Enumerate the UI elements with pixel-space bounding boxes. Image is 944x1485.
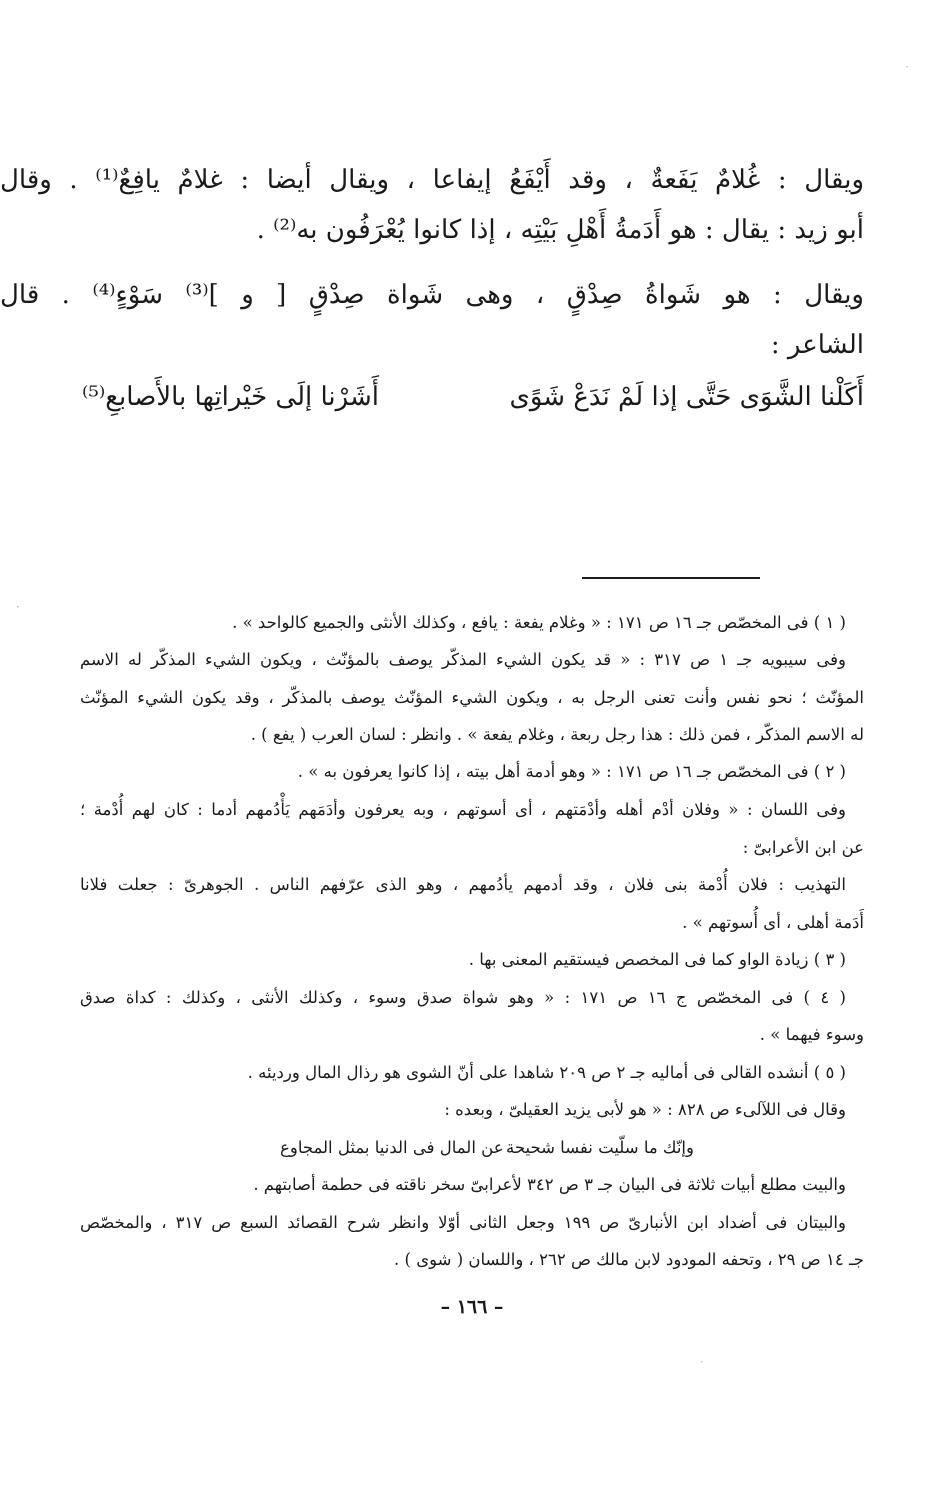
main-text-line-4 xyxy=(0,330,864,360)
footnote-5-cont-4: جـ ١٤ ص ٢٩ ، وتحفه المودود لابن مالك ص ٢٦٢ ، واللسان ( شوى ) . xyxy=(394,1250,864,1269)
poem-verse xyxy=(82,382,864,422)
footnote-5-text: ( ٥ ) أنشده القالى فى أماليه جـ ٢ ص ٢٠٩ شاهدا على أنّ الشوى هو رذال المال ورديئه . xyxy=(247,1063,846,1082)
footnote-1-cont-1: وفى سيبويه جـ ١ ص ٣١٧ : « قد يكون الشيء المذكّر يوصف بالمؤنّث ، ويكون الشيء المذكّر له الاسم xyxy=(80,650,846,669)
footnote-line xyxy=(0,1100,846,1119)
main-text-line-1 xyxy=(0,165,864,195)
poem-first-hemistich: أَكَلْنا الشَّوَى حَتَّى إذا لَمْ نَدَعْ شَوًى xyxy=(509,382,864,412)
page-number: – ١٦٦ – xyxy=(440,1296,504,1318)
footnote-line xyxy=(0,1025,864,1044)
footnote-5-cont-3: والبيتان فى أضداد ابن الأنبارىّ ص ١٩٩ وجعل الثانى أوّلا وانظر شرح القصائد السبع ص ٣١٧ ، والمخصّص xyxy=(80,1213,846,1232)
footnote-2-cont-1: وفى اللسان : « وفلان أدْم أهله وأدْمَتهم ، أى أسوتهم ، وبه يعرفون وأدَمَهم يَأْدُمهم أدما : كان لهم أُدْمة ؛ xyxy=(80,800,846,819)
footnote-line xyxy=(0,1250,864,1269)
footnote-line xyxy=(0,725,864,744)
footnote-line xyxy=(80,988,846,1007)
footnote-5-cont-2: والبيت مطلع أبيات ثلاثة فى البيان جـ ٣ ص ٣٤٢ لأعرابىّ سخر ناقته فى حطمة أصابتهم . xyxy=(253,1175,846,1194)
footnote-4-text: ( ٤ ) فى المخصّص ج ١٦ ص ١٧١ : « وهو شواة صدق وسوء ، وكذلك الأنثى ، وكذلك : كداة صدق xyxy=(80,988,846,1007)
footnote-line xyxy=(0,838,864,857)
footnote-line xyxy=(0,1175,846,1194)
footnote-4-cont-1: وسوء فيهما » . xyxy=(759,1025,864,1044)
footnote-1-text: ( ١ ) فى المخصّص جـ ١٦ ص ١٧١ : « وغلام يفعة : يافع ، وكذلك الأنثى والجميع كالواحد » . xyxy=(232,613,846,632)
footnote-line xyxy=(80,1213,846,1232)
footnote-line xyxy=(0,913,864,932)
footnote-verse xyxy=(280,1138,694,1164)
footnote-line xyxy=(80,875,846,894)
footnote-verse-first-hemistich: وإنّك ما سلّيت نفسا شحيحة xyxy=(505,1138,694,1157)
main-text-line-2 xyxy=(0,215,864,245)
scan-speck: · xyxy=(905,60,909,74)
footnote-line xyxy=(80,688,864,707)
footnote-line xyxy=(80,650,846,669)
footnote-3-text: ( ٣ ) زيادة الواو كما فى المخصص فيستقيم المعنى بها . xyxy=(468,950,846,969)
footnote-2-text: ( ٢ ) فى المخصّص جـ ١٦ ص ١٧١ : « وهو أدمة أهل بيته ، إذا كانوا يعرفون به » . xyxy=(297,762,846,781)
footnote-2-cont-4: أَدَمة أهلى ، أى أُسوتهم » . xyxy=(682,913,864,932)
main-text-line-4-text: الشاعر : xyxy=(770,330,864,360)
footnote-line xyxy=(0,613,846,632)
main-text-line-3-text: ويقال : هو شَواةُ صِدْقٍ ، وهى شَواة صِدْقٍ [ و ]⁽³⁾ سَوْءٍ⁽⁴⁾ . قال xyxy=(0,280,864,310)
poem-second-hemistich: أَشَرْنا إلَى خَيْراتِها بالأَصابعِ⁽⁵⁾ xyxy=(82,382,380,412)
footnote-5-cont-1: وقال فى اللآلىء ص ٨٢٨ : « هو لأبى يزيد العقيلىّ ، وبعده : xyxy=(444,1100,846,1119)
footnote-line xyxy=(0,762,846,781)
scan-speck: · xyxy=(16,600,20,614)
footnote-2-cont-2: عن ابن الأعرابىّ : xyxy=(742,838,864,857)
footnote-verse-second-hemistich: عن المال فى الدنيا بمثل المجاوع xyxy=(280,1138,504,1157)
main-text-line-3 xyxy=(0,280,864,310)
footnote-separator xyxy=(582,577,760,579)
footnote-line xyxy=(80,800,846,819)
footnote-1-cont-2: المؤنّث ؛ نحو نفس وأنت تعنى الرجل به ، ويكون الشيء المؤنّث يوصف بالمذكّر ، وقد يكون الشيء المؤنّث xyxy=(80,688,864,707)
footnote-line xyxy=(0,950,846,969)
footnote-2-cont-3: التهذيب : فلان أُدْمة بنى فلان ، وقد أدمهم يأدُمهم ، وهو الذى عرّفهم الناس . الجوهرىّ : جعلت فلانا xyxy=(80,875,846,894)
footnote-line xyxy=(0,1063,846,1082)
footnote-1-cont-3: له الاسم المذكّر ، فمن ذلك : هذا رجل ربعة ، وغلام يفعة » . وانظر : لسان العرب ( يفع ) . xyxy=(250,725,864,744)
main-text-line-1-text: ويقال : غُلامٌ يَفَعةٌ ، وقد أَيْفَعُ إيفاعا ، ويقال أيضا : غلامٌ يافِعٌ⁽¹⁾ . وقال xyxy=(0,165,864,195)
main-text-line-2-text: أبو زيد : يقال : هو أَدَمةُ أَهْلِ بَيْتِه ، إذا كانوا يُعْرَفُون به⁽²⁾ . xyxy=(256,215,864,245)
scan-speck: · xyxy=(700,1355,704,1369)
